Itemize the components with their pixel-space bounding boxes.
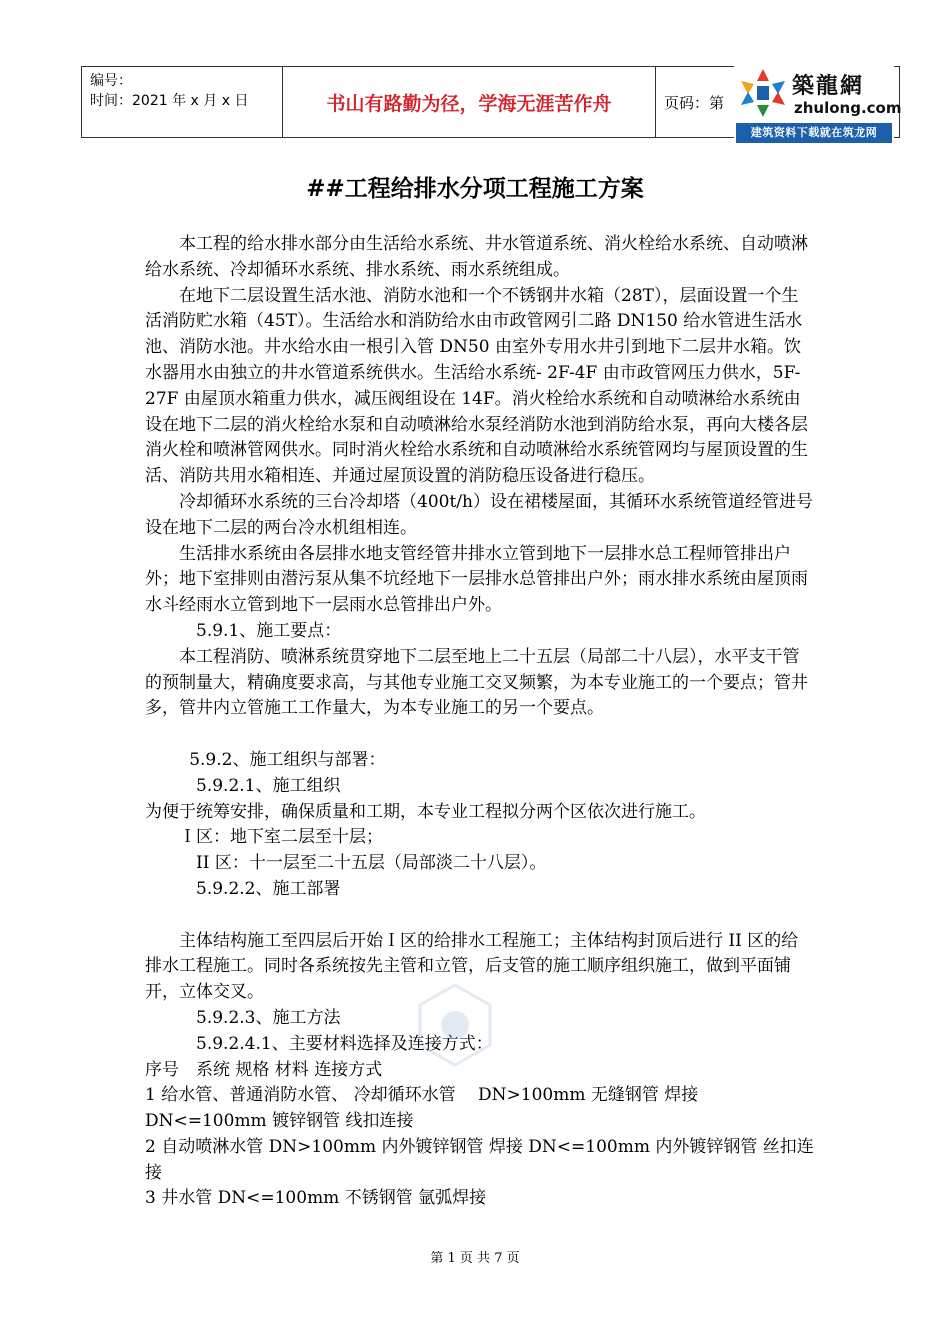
paragraph: 本工程的给水排水部分由生活给水系统、井水管道系统、消火栓给水系统、自动喷淋给水系统、冷却循环水系统、排水系统、雨水系统组成。 <box>145 234 808 280</box>
paragraph: 冷却循环水系统的三台冷却塔（400t/h）设在裙楼屋面，其循环水系统管道经管进号设在地下二层的两台冷水机组相连。 <box>145 491 813 538</box>
paragraph: 在地下二层设置生活水池、消防水池和一个不锈钢井水箱（28T），层面设置一个生活消防贮水箱（45T）。生活给水和消防给水由市政管网引二路 DN150 给水管进生活水池、消防水池。井水给水由一根引入管 DN50 由室外专用水井引到地下二层井水箱。饮水器用水由独立的井水管道系统供水。生活给水系统- 2F-4F 由市政管网压力供水，5F-27F 由屋顶水箱重力供水，减压阀组设在 14F。消火栓给水系统和自动喷淋给水系统由设在地下二层的消火栓给水泵和自动喷淋给水泵经消防水池到消防给水泵，再向大楼各层消火栓和喷淋管网供水。同时消火栓给水系统和自动喷淋给水系统管网均与屋顶设置的生活、消防共用水箱相连、并通过屋顶设置的消防稳压设备进行稳压。 <box>145 285 808 487</box>
snowflake-logo-icon <box>738 67 788 119</box>
paragraph: 主体结构施工至四层后开始Ｉ区的给排水工程施工；主体结构封顶后进行 II 区的给排水工程施工。同时各系统按先主管和立管，后支管的施工顺序组织施工，做到平面铺开，立体交叉。 <box>145 930 799 1003</box>
paragraph: 本工程消防、喷淋系统贯穿地下二层至地上二十五层（局部二十八层），水平支干管的预制量大，精确度要求高，与其他专业施工交叉频繁，为本专业施工的一个要点；管井多，管井内立管施工工作量大，为本专业施工的另一个要点。 <box>145 646 808 719</box>
page-footer: 第 1 页 共 7 页 <box>430 1251 520 1266</box>
paragraph: II 区：十一层至二十五层（局部淡二十八层）。 <box>196 853 547 874</box>
zhulong-logo <box>734 63 902 143</box>
section-heading: 5.9.1、施工要点： <box>196 620 342 641</box>
section-heading: 5.9.2.3、施工方法 <box>196 1007 341 1028</box>
table-line: 2 自动喷淋水管 DN>100mm 内外镀锌钢管 焊接 DN<=100mm 内外镀锌钢管 丝扣连接 <box>145 1136 814 1183</box>
header-meta <box>82 67 283 137</box>
paragraph: 生活排水系统由各层排水地支管经管井排水立管到地下一层排水总工程师管排出户外；地下室排则由潜污泵从集不坑经地下一层排水总管排出户外；雨水排水系统由屋顶雨水斗经雨水立管到地下一层雨水总管排出户外。 <box>145 543 808 616</box>
date-label: 时间：2021 年 x 月 x 日 <box>90 93 249 109</box>
table-line: 3 井水管 DN<=100mm 不锈钢管 氩弧焊接 <box>145 1188 487 1209</box>
table-header-line: 序号 系统 规格 材料 连接方式 <box>145 1059 383 1080</box>
section-heading: 5.9.2.2、施工部署 <box>196 878 341 899</box>
table-line: 1 给水管、普通消防水管、 冷却循环水管 DN>100mm 无缝钢管 焊接 DN<=100mm 镀锌钢管 线扣连接 <box>145 1085 699 1132</box>
watermark-icon <box>410 980 500 1070</box>
section-heading: 5.9.2.4.1、主要材料选择及连接方式： <box>196 1033 493 1054</box>
section-heading: 5.9.2.1、施工组织 <box>196 775 341 796</box>
motto: 书山有路勤为径，学海无涯苦作舟 <box>283 67 656 137</box>
logo-domain: zhulong.com <box>794 99 902 117</box>
logo-tagline: 建筑资料下载就在筑龙网 <box>736 123 892 143</box>
page-label: 页码：第 <box>664 93 725 112</box>
logo-chinese: 築龍網 <box>792 73 865 99</box>
paragraph: 为便于统筹安排，确保质量和工期，本专业工程拟分两个区依次进行施工。 <box>145 801 706 822</box>
number-label: 编号： <box>90 73 132 89</box>
section-heading: 5.9.2、施工组织与部署： <box>189 749 386 770</box>
document-title: ##工程给排水分项工程施工方案 <box>306 176 644 202</box>
paragraph: Ｉ区：地下室二层至十层； <box>179 827 383 848</box>
